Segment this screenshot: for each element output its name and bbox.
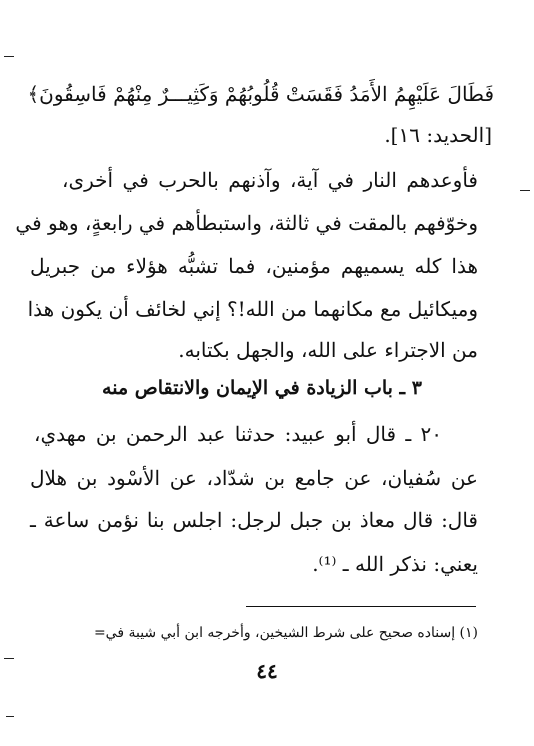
paragraph-line-2: وخوّفهم بالمقت في ثالثة، واستبطأهم في رابعةٍ، وهو في [15, 211, 478, 235]
paragraph-line-4: وميكائيل مع مكانهما من الله!؟ إني لخائف أن يكون هذا [27, 297, 478, 321]
footnote-separator [246, 606, 476, 607]
paragraph-line-1: فأوعدهم النار في آية، وآذنهم بالحرب في أخرى، [62, 168, 478, 192]
margin-tick-corner [6, 716, 14, 717]
footnote-text: (١) إسناده صحيح على شرط الشيخين، وأخرجه ابن أبي شيبة في= [93, 625, 478, 641]
hadith-line-1: ٢٠ ـ قال أبو عبيد: حدثنا عبد الرحمن بن مهدي، [34, 422, 442, 446]
margin-tick-bottom [4, 658, 14, 659]
hadith-line-2: عن سُفيان، عن جامع بن شدّاد، عن الأسْود بن هلال [30, 466, 478, 490]
verse-line: فَطَالَ عَلَيْهِمُ الأَمَدُ فَقَسَتْ قُلُوبُهُمْ وَكَثِيـــرٌ مِنْهُمْ فَاسِقُونَ﴾ [27, 82, 494, 106]
page-number: ٤٤ [256, 659, 278, 683]
paragraph-line-3: هذا كله يسميهم مؤمنين، فما تشبُّه هؤلاء من جبريل [30, 254, 478, 278]
verse-citation: [الحديد: ١٦]. [384, 123, 492, 147]
hadith-line-4: يعني: نذكر الله ـ ⁽¹⁾. [312, 552, 478, 576]
paragraph-line-5: من الاجتراء على الله، والجهل بكتابه. [178, 338, 478, 362]
margin-tick-right [520, 190, 530, 191]
section-heading: ٣ ـ باب الزيادة في الإيمان والانتقاص منه [102, 377, 422, 399]
hadith-line-3: قال: قال معاذ بن جبل لرجل: اجلس بنا نؤمن ساعة ـ [30, 508, 478, 532]
margin-tick-top [4, 56, 14, 57]
